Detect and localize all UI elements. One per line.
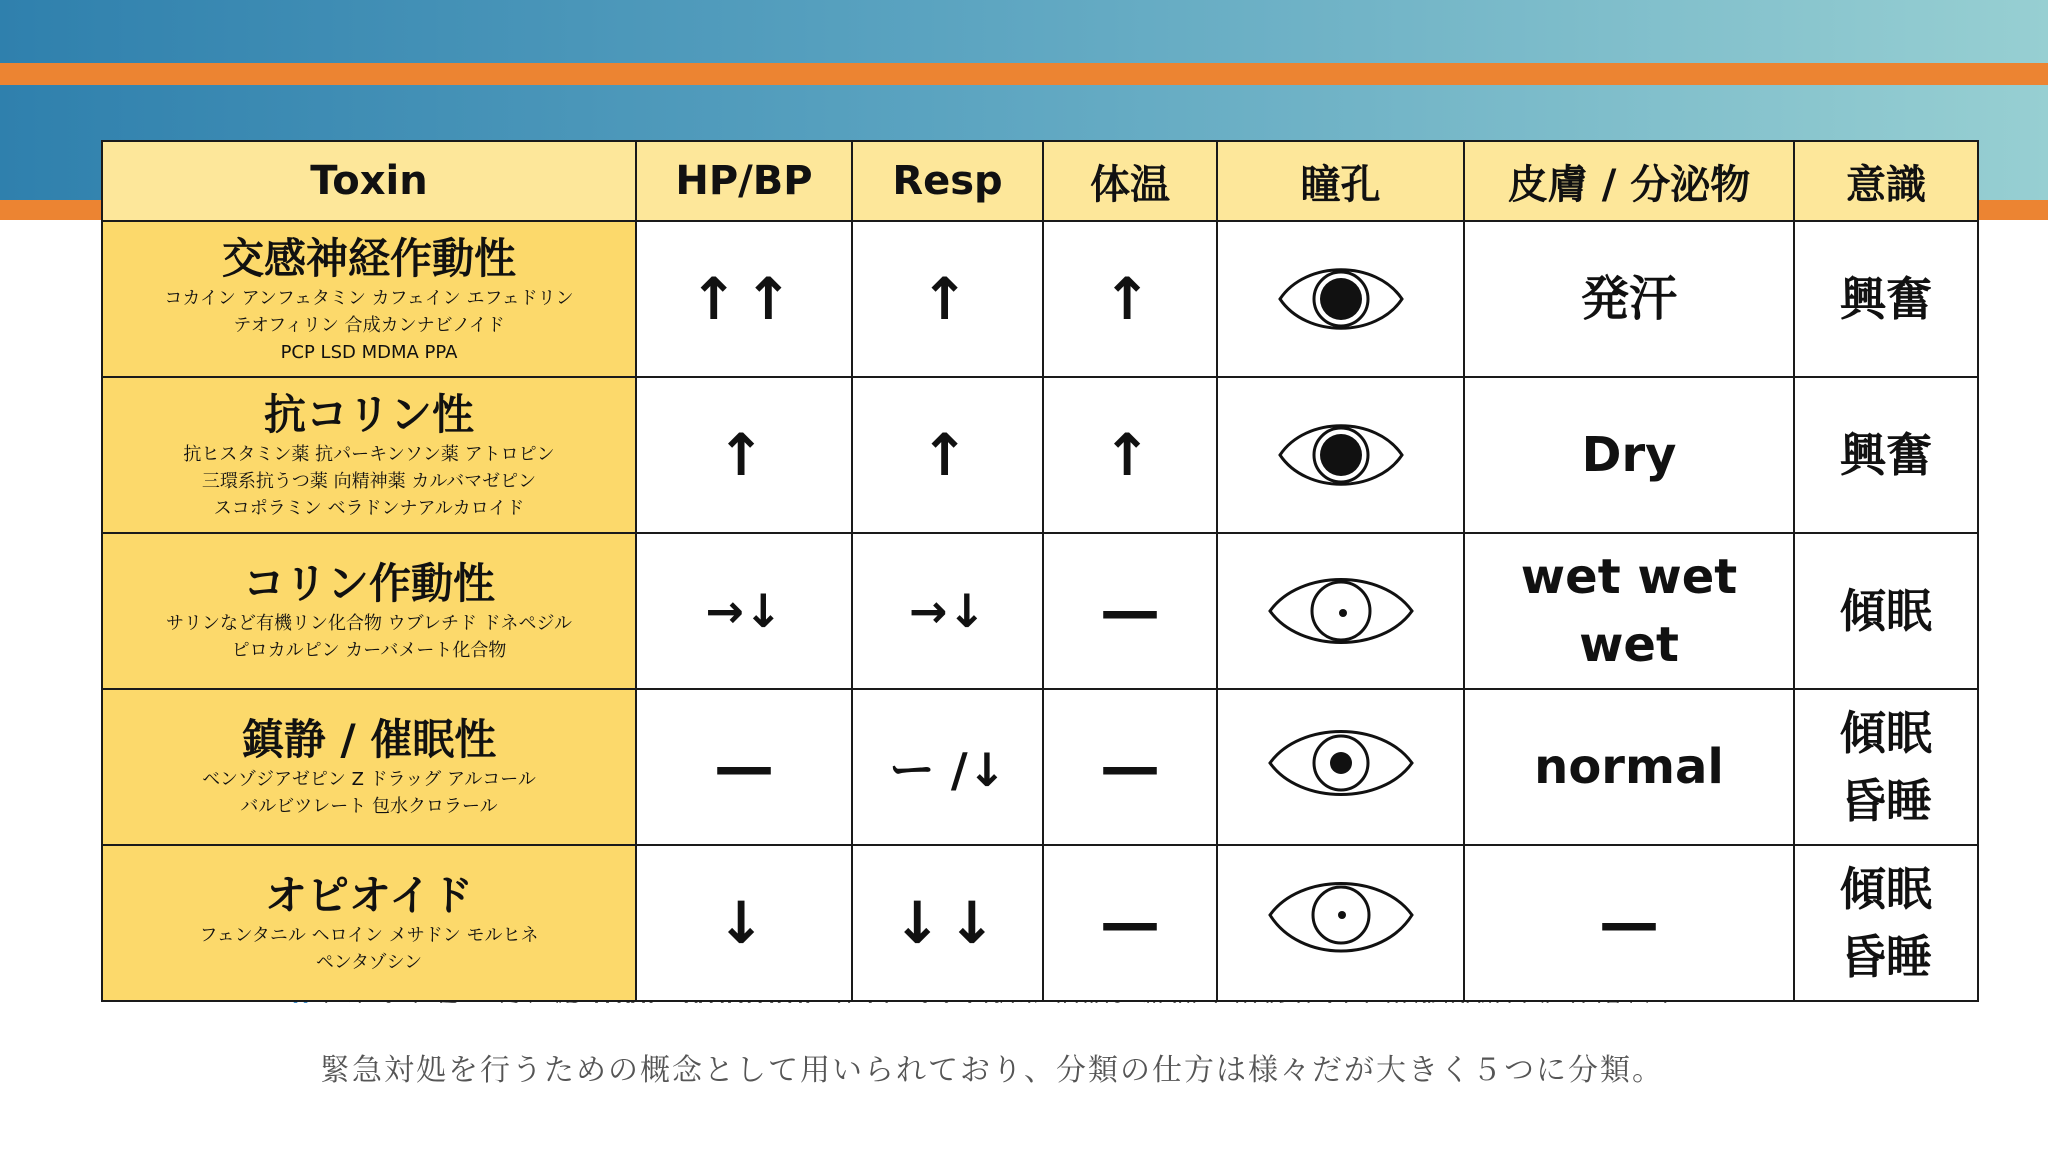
toxin-cell	[102, 689, 636, 845]
pupil-cell	[1217, 221, 1464, 377]
toxin-name: オピオイド	[265, 871, 473, 920]
resp-cell: →↓	[852, 533, 1043, 689]
skin-cell: wet wet wet	[1464, 533, 1794, 689]
temp-cell: ↑	[1043, 377, 1217, 533]
toxin-examples: 三環系抗うつ薬 向精神薬 カルバマゼピン	[201, 470, 537, 492]
dilated-pupil-icon	[1276, 254, 1406, 344]
footnote-line2: 緊急対処を行うための概念として用いられており、分類の仕方は様々だが大きく５つに分類。	[320, 1053, 1664, 1088]
header-toxin: Toxin	[102, 141, 636, 221]
header-resp: Resp	[852, 141, 1043, 221]
resp-cell: ↑	[852, 221, 1043, 377]
pupil-cell	[1217, 533, 1464, 689]
toxin-examples: ペンタゾシン	[315, 952, 423, 973]
header-pupil: 瞳孔	[1217, 141, 1464, 221]
pupil-cell	[1217, 689, 1464, 845]
toxin-name: 抗コリン性	[263, 389, 474, 439]
header-skin-secretion: 皮膚 / 分泌物	[1464, 141, 1794, 221]
temp-cell: —	[1043, 689, 1217, 845]
hp-bp-cell: —	[636, 689, 852, 845]
pinpoint-pupil-icon	[1266, 563, 1416, 659]
toxin-cell	[102, 377, 636, 533]
toxin-cell	[102, 533, 636, 689]
skin-cell: 発汗	[1464, 221, 1794, 377]
header-consciousness: 意識	[1794, 141, 1978, 221]
temp-cell: —	[1043, 845, 1217, 1001]
normal-pupil-icon	[1266, 719, 1416, 815]
temp-cell: —	[1043, 533, 1217, 689]
consciousness-cell: 傾眠 昏睡	[1794, 689, 1978, 845]
pinpoint-pupil-icon	[1266, 875, 1416, 971]
table-row	[102, 689, 1978, 845]
consciousness-cell: 興奮	[1794, 377, 1978, 533]
temp-cell: ↑	[1043, 221, 1217, 377]
pupil-cell	[1217, 377, 1464, 533]
toxin-cell	[102, 221, 636, 377]
resp-cell: ↑	[852, 377, 1043, 533]
hp-bp-cell: ↑	[636, 377, 852, 533]
header-row	[102, 141, 1978, 221]
hp-bp-cell: ↑↑	[636, 221, 852, 377]
hp-bp-cell: →↓	[636, 533, 852, 689]
resp-cell: ↓↓	[852, 845, 1043, 1001]
table-row	[102, 377, 1978, 533]
toxin-name: コリン作動性	[242, 559, 495, 608]
header-temperature: 体温	[1043, 141, 1217, 221]
toxin-name: 交感神経作動性	[221, 233, 516, 283]
consciousness-cell: 傾眠 昏睡	[1794, 845, 1978, 1001]
toxin-examples: ベンゾジアゼピン Z ドラッグ アルコール	[202, 769, 536, 790]
toxin-examples: PCP LSD MDMA PPA	[280, 341, 458, 363]
toxin-cell	[102, 845, 636, 1001]
toxin-name: 鎮静 / 催眠性	[241, 715, 497, 764]
toxin-examples: テオフィリン 合成カンナビノイド	[233, 314, 505, 336]
toxin-examples: 抗ヒスタミン薬 抗パーキンソン薬 アトロピン	[183, 443, 555, 465]
toxin-examples: サリンなど有機リン化合物 ウブレチド ドネペジル	[165, 613, 573, 634]
accent-stripe-top	[0, 63, 2048, 85]
consciousness-cell: 傾眠	[1794, 533, 1978, 689]
skin-cell: —	[1464, 845, 1794, 1001]
table-row	[102, 845, 1978, 1001]
dilated-pupil-icon	[1276, 410, 1406, 500]
skin-cell: Dry	[1464, 377, 1794, 533]
resp-cell: ー /↓	[852, 689, 1043, 845]
toxin-examples: コカイン アンフェタミン カフェイン エフェドリン	[164, 287, 574, 309]
pupil-cell	[1217, 845, 1464, 1001]
toxin-examples: フェンタニル ヘロイン メサドン モルヒネ	[199, 925, 539, 946]
table-row	[102, 221, 1978, 377]
table-row	[102, 533, 1978, 689]
header-hp-bp: HP/BP	[636, 141, 852, 221]
consciousness-cell: 興奮	[1794, 221, 1978, 377]
toxidrome-table	[101, 140, 1979, 1002]
toxin-examples: バルビツレート 包水クロラール	[240, 796, 498, 817]
skin-cell: normal	[1464, 689, 1794, 845]
hp-bp-cell: ↓	[636, 845, 852, 1001]
toxin-examples: ピロカルピン カーバメート化合物	[231, 640, 507, 661]
toxin-examples: スコポラミン ベラドンナアルカロイド	[213, 497, 525, 519]
